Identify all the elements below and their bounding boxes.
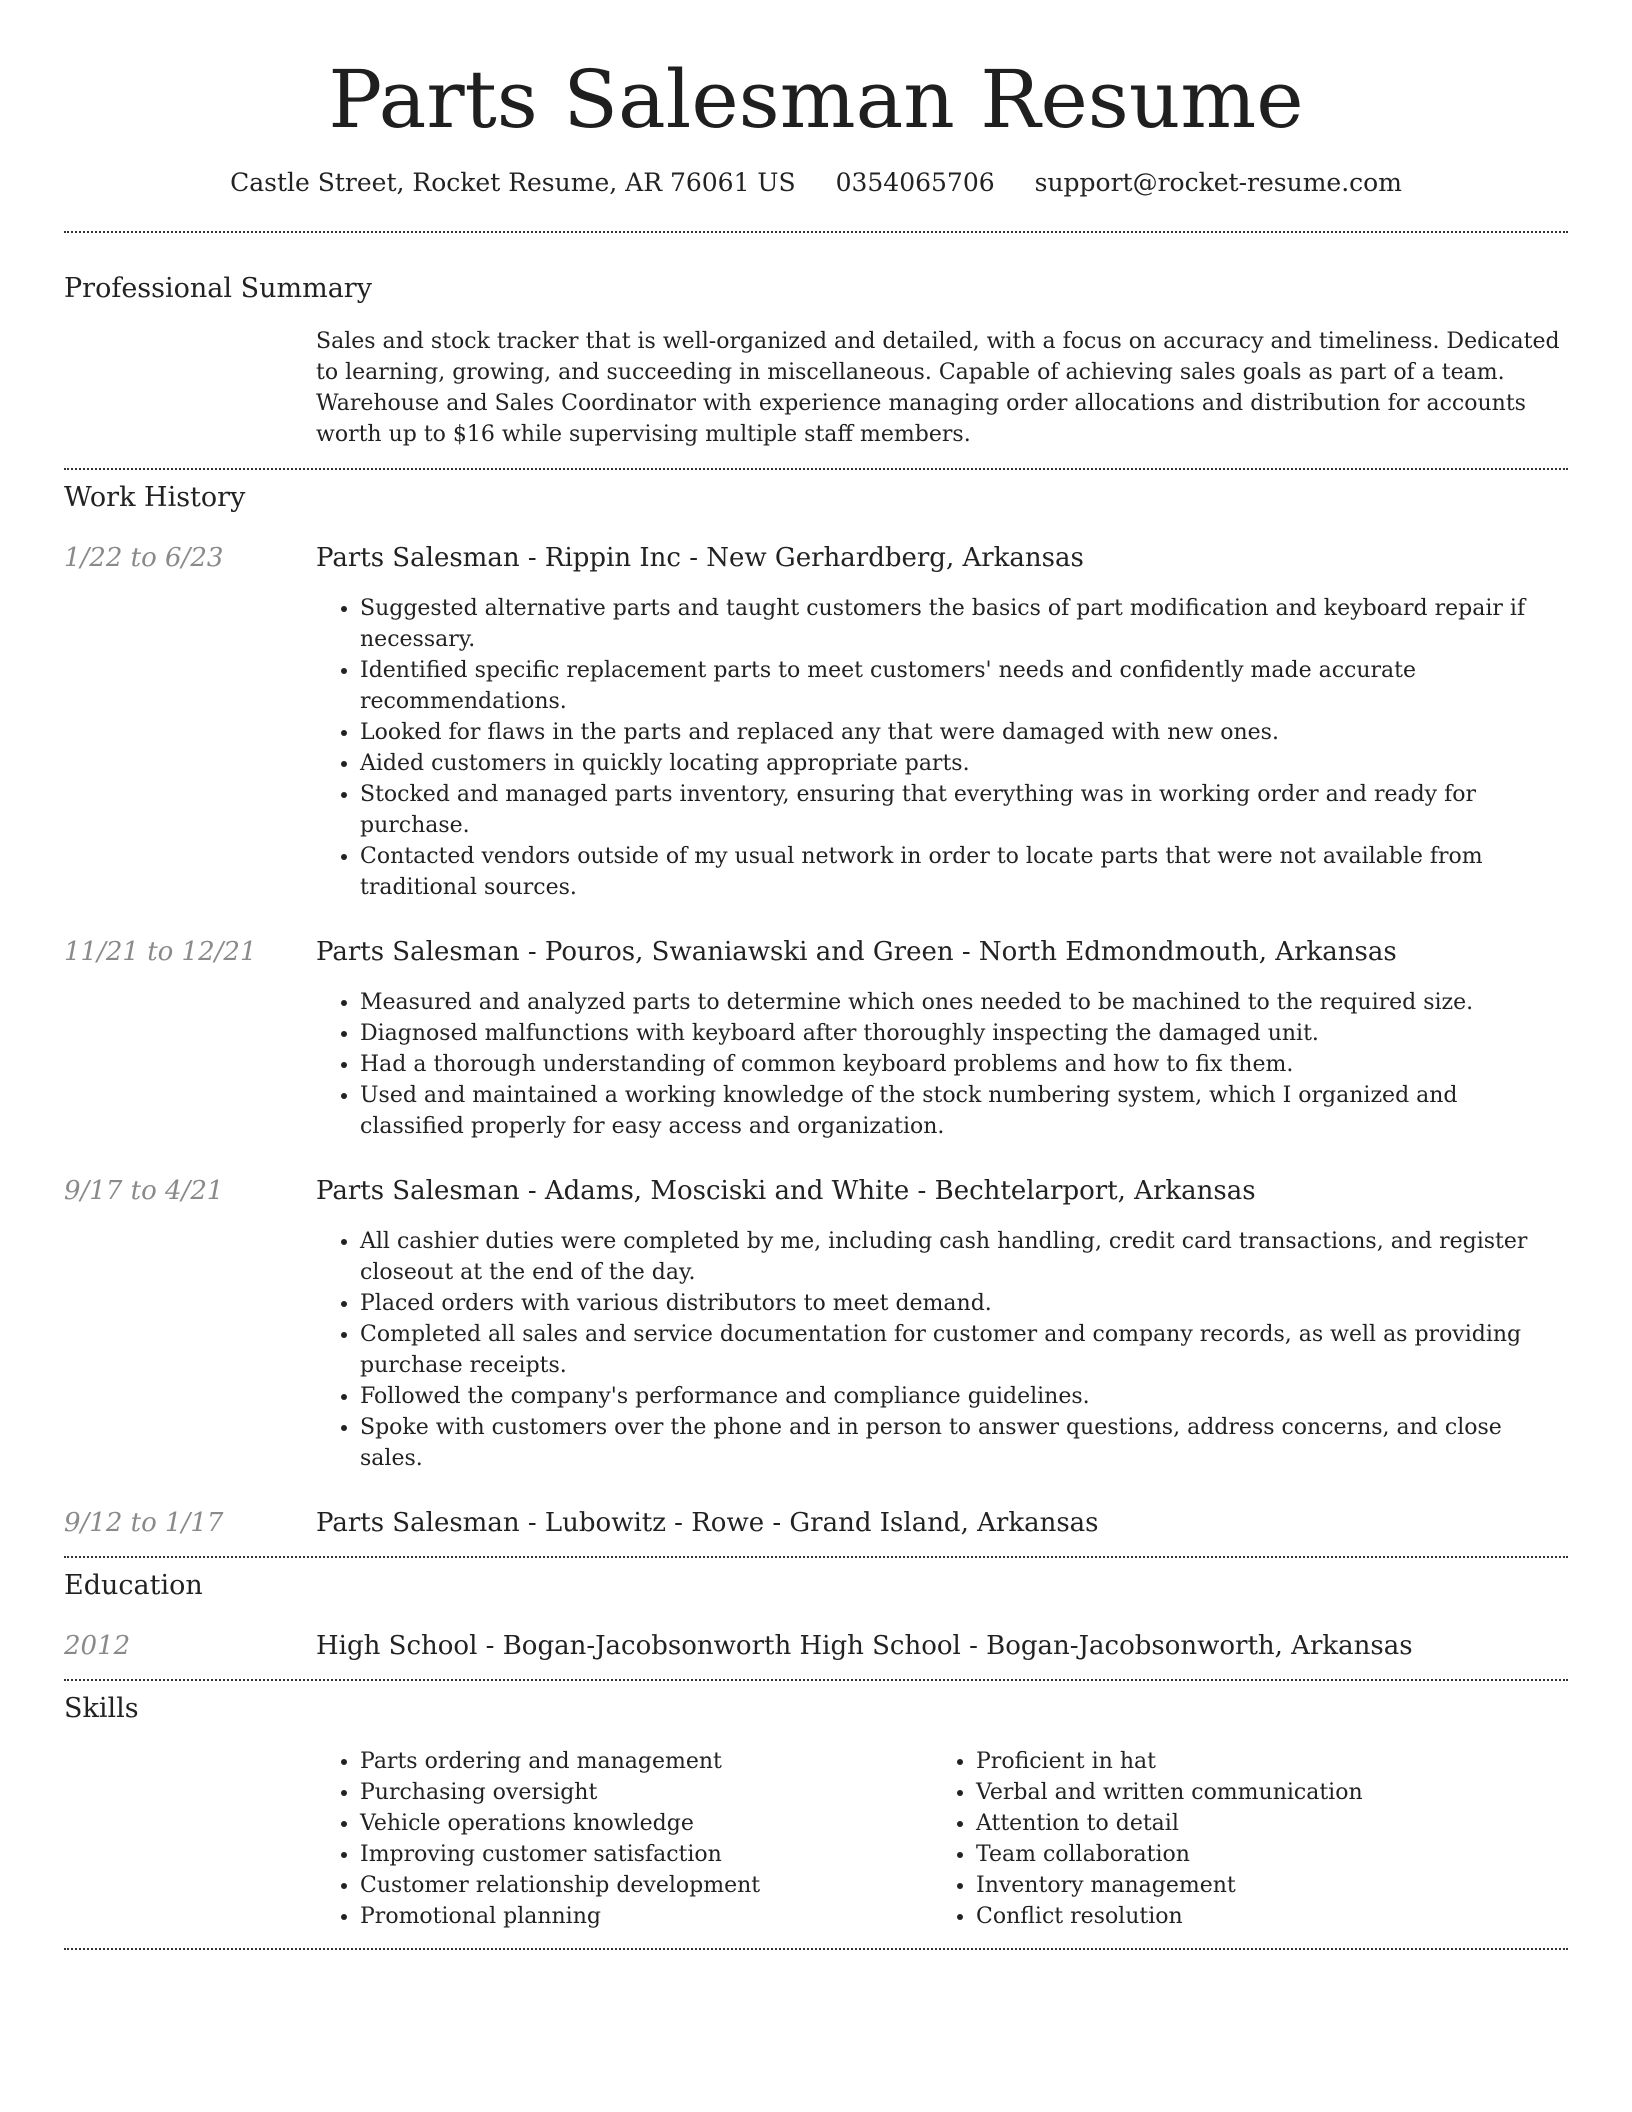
list-item: • Measured and analyzed parts to determine which ones needed to be machined to the required size.	[360, 987, 1568, 1018]
list-item: • Improving customer satisfaction	[360, 1839, 932, 1870]
job-title: Parts Salesman - Adams, Mosciski and White - Bechtelarport, Arkansas	[316, 1176, 1256, 1206]
section-title-work-history: Work History	[64, 482, 246, 513]
skills-column-left	[316, 1746, 932, 1932]
list-item: • Identified specific replacement parts to meet customers' needs and confidently made accurate recommendations.	[360, 655, 1568, 717]
list-item: • Customer relationship development	[360, 1870, 932, 1901]
list-item: • Placed orders with various distributors to meet demand.	[360, 1288, 1568, 1319]
divider	[64, 1556, 1568, 1558]
section-title-summary: Professional Summary	[64, 273, 372, 304]
job-entry	[0, 1176, 1632, 1474]
job-entry	[0, 1508, 1632, 1538]
job-bullets	[0, 593, 1632, 903]
list-item: • Had a thorough understanding of common keyboard problems and how to fix them.	[360, 1049, 1568, 1080]
contact-phone: 0354065706	[835, 168, 995, 197]
list-item: • Verbal and written communication	[976, 1777, 1548, 1808]
summary-text: Sales and stock tracker that is well-organized and detailed, with a focus on accuracy and timeliness. Dedicated to learning, growing, and succeeding in miscellaneous. Capable of achieving sales goals as part of a team. Warehouse and Sales Coordinator with experience managing order allocations and distribution for accounts worth up to $16 while supervising multiple staff members.	[316, 329, 1560, 447]
job-bullets	[0, 1226, 1632, 1474]
job-bullets	[0, 987, 1632, 1142]
list-item: • All cashier duties were completed by me, including cash handling, credit card transactions, and register closeout at the end of the day.	[360, 1226, 1568, 1288]
job-dates: 9/12 to 1/17	[64, 1508, 224, 1538]
list-item: • Vehicle operations knowledge	[360, 1808, 932, 1839]
list-item: • Team collaboration	[976, 1839, 1548, 1870]
job-dates: 9/17 to 4/21	[64, 1176, 224, 1206]
section-title-education: Education	[64, 1570, 203, 1601]
list-item: • Purchasing oversight	[360, 1777, 932, 1808]
job-dates: 11/21 to 12/21	[64, 937, 257, 967]
contact-email: support@rocket-resume.com	[1034, 168, 1402, 197]
skills-list	[0, 1746, 1632, 1932]
list-item: • Used and maintained a working knowledge of the stock numbering system, which I organized and classified properly for easy access and organization.	[360, 1080, 1568, 1142]
list-item: • Inventory management	[976, 1870, 1548, 1901]
list-item: • Followed the company's performance and compliance guidelines.	[360, 1381, 1568, 1412]
list-item: • Spoke with customers over the phone and in person to answer questions, address concerns, and close sales.	[360, 1412, 1568, 1474]
list-item: • Promotional planning	[360, 1901, 932, 1932]
list-item: • Diagnosed malfunctions with keyboard after thoroughly inspecting the damaged unit.	[360, 1018, 1568, 1049]
education-entry	[0, 1631, 1632, 1661]
list-item: • Looked for flaws in the parts and replaced any that were damaged with new ones.	[360, 717, 1568, 748]
page-title: Parts Salesman Resume	[328, 53, 1304, 146]
contact-address: Castle Street, Rocket Resume, AR 76061 US	[230, 168, 796, 197]
list-item: • Conflict resolution	[976, 1901, 1548, 1932]
job-title: Parts Salesman - Pouros, Swaniawski and Green - North Edmondmouth, Arkansas	[316, 937, 1397, 967]
education-date: 2012	[64, 1631, 131, 1661]
list-item: • Suggested alternative parts and taught customers the basics of part modification and keyboard repair if necessary.	[360, 593, 1568, 655]
list-item: • Aided customers in quickly locating appropriate parts.	[360, 748, 1568, 779]
list-item: • Proficient in hat	[976, 1746, 1548, 1777]
education-title: High School - Bogan-Jacobsonworth High School - Bogan-Jacobsonworth, Arkansas	[316, 1631, 1413, 1661]
divider	[64, 1679, 1568, 1681]
list-item: • Completed all sales and service documentation for customer and company records, as well as providing purchase receipts.	[360, 1319, 1568, 1381]
list-item: • Contacted vendors outside of my usual network in order to locate parts that were not available from traditional sources.	[360, 841, 1568, 903]
job-dates: 1/22 to 6/23	[64, 543, 224, 573]
list-item: • Parts ordering and management	[360, 1746, 932, 1777]
job-title: Parts Salesman - Rippin Inc - New Gerhardberg, Arkansas	[316, 543, 1084, 573]
list-item: • Attention to detail	[976, 1808, 1548, 1839]
divider	[64, 231, 1568, 233]
divider	[64, 468, 1568, 470]
list-item: • Stocked and managed parts inventory, ensuring that everything was in working order and ready for purchase.	[360, 779, 1568, 841]
section-title-skills: Skills	[64, 1693, 139, 1724]
divider	[64, 1948, 1568, 1950]
job-entry	[0, 937, 1632, 1142]
skills-column-right	[932, 1746, 1548, 1932]
job-entry	[0, 543, 1632, 903]
job-title: Parts Salesman - Lubowitz - Rowe - Grand Island, Arkansas	[316, 1508, 1099, 1538]
contact-line	[0, 168, 1632, 197]
